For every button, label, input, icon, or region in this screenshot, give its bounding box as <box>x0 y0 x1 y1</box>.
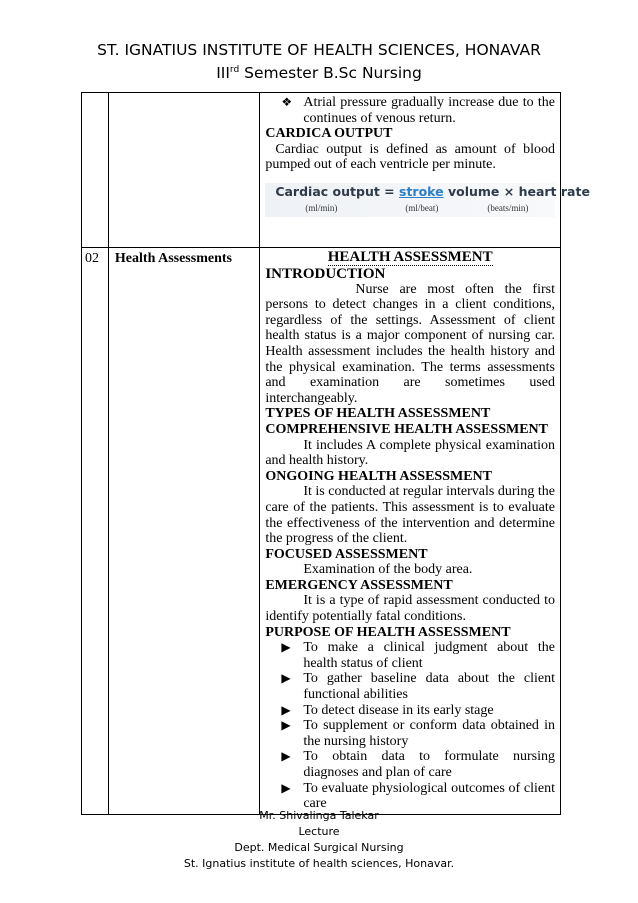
arrow-bullet-icon: ▶ <box>281 702 291 717</box>
emergency-text: It is a type of rapid assessment conducted to identify potentially fatal conditions. <box>265 593 555 625</box>
page-header <box>0 40 638 83</box>
arrow-bullet-icon: ▶ <box>281 718 291 733</box>
ongoing-text: It is conducted at regular intervals during the care of the patients. This assessment is to evaluate the effectiveness of the intervention and determine the progress of the client. <box>265 484 555 547</box>
purpose-text: To evaluate physiological outcomes of client care <box>303 780 555 812</box>
types-heading: TYPES OF HEALTH ASSESSMENT <box>265 406 491 422</box>
topic-label: Health Assessments <box>114 251 232 266</box>
row-number: 02 <box>85 251 99 266</box>
semester-line <box>0 60 638 83</box>
purpose-text: To make a clinical judgment about the health status of client <box>303 640 555 671</box>
introduction-text: Nurse are most often the first persons to detect changes in a client conditions, regardless of the settings. Assessment of client health status is a major component of nursing car. Health assessment includes the health history and the physical examination. The terms assessments and examination are sometimes used interchangeably. <box>265 281 555 406</box>
list-item <box>281 640 555 671</box>
purpose-text: To gather baseline data about the client functional abilities <box>303 671 555 703</box>
cell-content <box>260 248 561 815</box>
purpose-text: To detect disease in its early stage <box>303 702 494 718</box>
introduction-heading: INTRODUCTION <box>265 265 386 282</box>
cell-topic <box>108 93 259 248</box>
cell-topic <box>108 248 259 815</box>
list-item <box>281 718 555 749</box>
comprehensive-text: It includes A complete physical examination and health history. <box>265 437 555 469</box>
atrial-pressure-text: Atrial pressure gradually increase due to the continues of venous return. <box>303 95 555 126</box>
formula-unit-beats-min: (beats/min) <box>487 202 529 213</box>
emergency-heading: EMERGENCY ASSESSMENT <box>265 577 453 593</box>
comprehensive-heading: COMPREHENSIVE HEALTH ASSESSMENT <box>265 421 549 437</box>
formula-unit-ml-beat: (ml/beat) <box>405 202 439 213</box>
cardiac-output-formula <box>265 183 590 217</box>
purpose-text: To supplement or conform data obtained in the nursing history <box>303 718 555 749</box>
cardiac-output-heading: CARDICA OUTPUT <box>265 126 393 142</box>
author-department: Dept. Medical Surgical Nursing <box>234 841 404 854</box>
institute-name: ST. IGNATIUS INSTITUTE OF HEALTH SCIENCES, HONAVAR <box>97 41 541 59</box>
author-role: Lecture <box>298 825 340 838</box>
focused-text: Examination of the body area. <box>303 562 473 578</box>
cardiac-output-text: Cardiac output is defined as amount of blood pumped out of each ventricle per minute. <box>265 141 555 173</box>
ongoing-heading: ONGOING HEALTH ASSESSMENT <box>265 468 492 484</box>
content-table <box>81 92 590 815</box>
purpose-text: To obtain data to formulate nursing diagnoses and plan of care <box>303 749 555 780</box>
list-item <box>281 671 555 702</box>
cell-number <box>82 93 109 248</box>
semester-superscript: rd <box>229 65 240 75</box>
list-item <box>281 95 555 126</box>
arrow-bullet-icon: ▶ <box>281 749 291 764</box>
arrow-bullet-icon: ▶ <box>281 671 291 686</box>
semester-prefix: III <box>216 64 230 83</box>
diamond-bullet-icon: ❖ <box>281 95 293 109</box>
semester-suffix: Semester B.Sc Nursing <box>239 64 422 83</box>
cell-number <box>82 248 109 815</box>
list-item <box>281 703 555 719</box>
cell-content <box>260 93 590 248</box>
author-institute: St. Ignatius institute of health sciences, Honavar. <box>183 857 455 870</box>
arrow-bullet-icon: ▶ <box>281 780 291 795</box>
page-footer <box>0 808 638 872</box>
formula-rhs: volume × heart rate <box>443 183 590 199</box>
arrow-bullet-icon: ▶ <box>281 640 291 655</box>
table-row <box>82 248 561 815</box>
author-name: Mr. Shivalinga Talekar <box>259 809 379 822</box>
section-title <box>265 250 555 266</box>
formula-unit-ml-min: (ml/min) <box>305 202 338 213</box>
focused-heading: FOCUSED ASSESSMENT <box>265 546 428 562</box>
formula-stroke: stroke <box>399 183 444 199</box>
table-row <box>82 93 561 248</box>
formula-lhs: Cardiac output = <box>275 183 399 199</box>
section-title-text: HEALTH ASSESSMENT <box>327 249 493 265</box>
list-item <box>281 749 555 780</box>
purpose-heading: PURPOSE OF HEALTH ASSESSMENT <box>265 624 511 640</box>
